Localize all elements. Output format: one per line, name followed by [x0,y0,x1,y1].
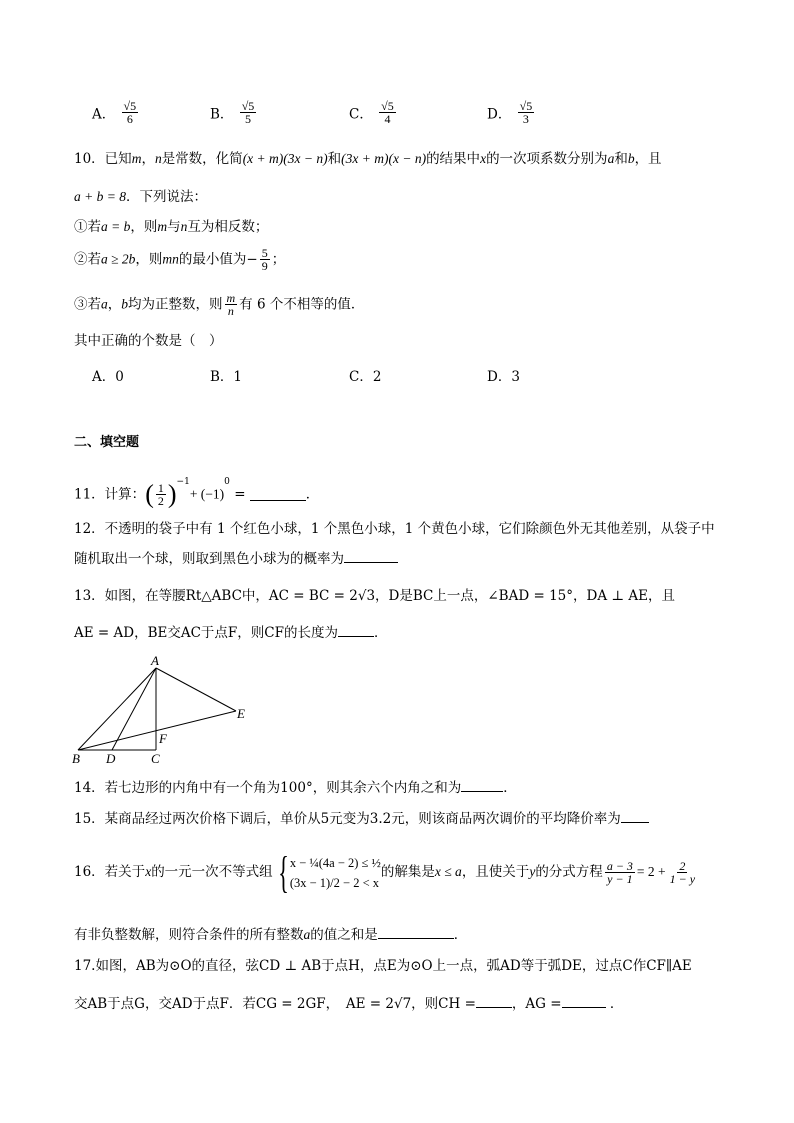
option-label: D． [487,106,512,123]
fraction: $\frac{√5}{3}$ [519,99,533,126]
q16-line1: 16．若关于x的一元一次不等式组 { x − ¼(4a − 2) ≤ ½ (3x − 1)/2 − 2 < x 的解集是x ≤ a，且使关于y的分式方程 $\frac{a - 3}{y - 1}$ = 2 + $\frac{2}{1 - y}$ [74,847,696,897]
q17-line1: 17.如图，AB为⊙O的直径，弦CD ⊥ AB于点H，点E为⊙O上一点，弧AD等于弧DE，过点C作CF∥AE [74,958,692,974]
q10-line1: 10．已知m，n是常数，化简(x + m)(3x − n)和(3x + m)(x − n)的结果中x的一次项系数分别为a和b，且 [74,151,662,167]
q10-prompt: 其中正确的个数是（ ） [74,333,223,349]
answer-blank[interactable] [338,624,374,637]
label-a: A [151,653,159,668]
fraction: $\frac{a - 3}{y - 1}$ [606,859,633,886]
q10-line2: a + b = 8．下列说法： [74,189,207,205]
q10-option-a: A．0 [92,369,124,385]
answer-blank[interactable] [476,995,512,1008]
q12-line2: 随机取出一个球，则取到黑色小球为的概率为 [74,550,398,568]
fraction: $\frac{√5}{5}$ [241,99,255,126]
q13-line2: AE = AD，BE交AC于点F，则CF的长度为 ． [74,625,388,641]
q10-option-d: D．3 [487,369,520,385]
q10-option-b: B．1 [210,369,243,385]
q10-statement-1: ①若a = b，则m与n互为相反数； [74,219,269,235]
q17-line2: 交AB于点G，交AD于点F．若CG = 2GF， AE = 2√7，则CH = ，AG = ． [74,996,624,1012]
option-label: B． [210,106,234,123]
fraction: $\frac{1}{2}$ [157,481,164,508]
q12-line1: 12．不透明的袋子中有 1 个红色小球，1 个黑色小球，1 个黄色小球，它们除颜色外无其他差别，从袋子中 [74,521,715,537]
section-heading: 二、填空题 [74,435,140,450]
answer-blank[interactable] [250,488,306,501]
q9-option-a [92,100,140,125]
answer-blank[interactable] [378,926,454,939]
label-b: B [72,751,80,766]
q10-statement-2: ②若a ≥ 2b，则mn的最小值为− $\frac{5}{9}$ ； [74,246,286,273]
segment-ad [112,668,156,750]
q11: 11．计算：( $\frac{1}{2}$ )$^{-1}+ (-1)^0$ = ． [74,477,320,509]
q9-option-d [487,100,536,125]
label-d: D [106,751,116,766]
fraction: $\frac{√5}{6}$ [123,99,137,126]
q14: 14．若七边形的内角中有一个角为100°，则其余六个内角之和为 ． [74,780,517,796]
option-label: C． [349,106,373,123]
q10-statement-3: ③若a，b均为正整数，则 $\frac{m}{n}$ 有 6 个不相等的值． [74,291,365,318]
q10-option-c: C．2 [349,369,382,385]
answer-blank[interactable] [621,810,649,823]
segment-ab [78,668,156,750]
q15: 15．某商品经过两次价格下调后，单价从5元变为3.2元，则该商品两次调价的平均降价率为 [74,810,649,828]
fraction: $\frac{√5}{4}$ [381,99,394,126]
segment-ae [156,668,236,711]
fraction: $\frac{5}{9}$ [261,246,268,273]
label-e: E [237,706,245,721]
q9-option-b [210,100,258,125]
label-c: C [151,751,160,766]
option-label: A． [92,106,116,123]
fraction: $\frac{2}{1 - y}$ [669,859,696,886]
q13-line1: 13．如图，在等腰Rt△ABC中，AC = BC = 2√3，D是BC上一点，∠BAD = 15°，DA ⊥ AE，且 [74,588,675,604]
label-f: F [159,731,167,746]
answer-blank[interactable] [344,550,398,563]
q16-line2: 有非负整数解，则符合条件的所有整数a的值之和是 ． [74,927,468,943]
fraction: $\frac{m}{n}$ [226,291,236,318]
inequality-system: { x − ¼(4a − 2) ≤ ½ (3x − 1)/2 − 2 < x [277,847,381,897]
q9-option-c [349,100,398,125]
triangle-figure [70,652,260,768]
segment-be [78,711,236,750]
answer-blank[interactable] [461,779,503,792]
answer-blank[interactable] [562,995,606,1008]
